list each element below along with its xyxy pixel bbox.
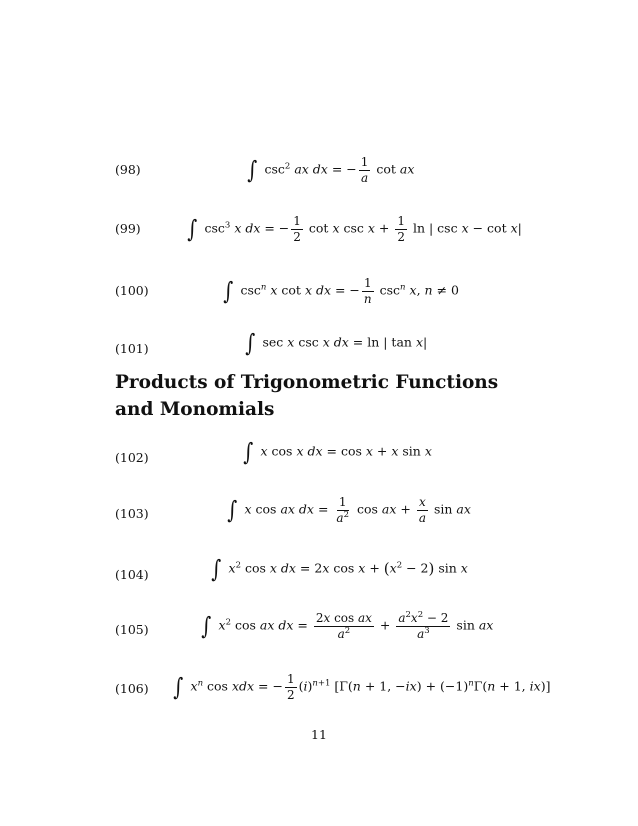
formula: ∫ $\csc^3 x$ dx = − $\frac{1}{2}$ cot x csc x + $\frac{1}{2}$ ln | csc x − cot x| bbox=[187, 214, 522, 244]
equation-number: (98) bbox=[115, 162, 141, 177]
equation-number: (102) bbox=[115, 450, 149, 465]
section-heading: Products of Trigonometric Functions and Monomials bbox=[115, 372, 499, 420]
formula: ∫ $x^2$ cos x dx = 2x $\cos x + (x^2 - 2)$ sin x bbox=[211, 555, 468, 583]
formula: ∫ x cos ax dx = $\frac{1}{a^2}$ cos ax + $\frac{x}{a}$ sin ax bbox=[227, 495, 471, 525]
formula: ∫ $\csc^2$ ax dx = − $\frac{1}{a}$ cot ax bbox=[247, 155, 415, 185]
equation-number: (105) bbox=[115, 622, 149, 637]
equation-number: (101) bbox=[115, 341, 149, 356]
equation-number: (104) bbox=[115, 567, 149, 582]
equation-number: (100) bbox=[115, 283, 149, 298]
formula: ∫ $x^n$ cos xdx = − $\frac{1}{2}$ $(i)^{n+1}$ [Γ(n + 1, $-ix) + (-1)^n\Gamma(n + 1$, ix)] bbox=[173, 672, 551, 702]
equation-number: (99) bbox=[115, 221, 141, 236]
formula: ∫ $\csc^n x$ cot x dx = − $\frac{1}{n}$ $\csc^n x$, n ≠ 0 bbox=[223, 276, 459, 306]
equation-number: (103) bbox=[115, 506, 149, 521]
equation-number: (106) bbox=[115, 681, 149, 696]
formula: ∫ $x^2$ cos ax dx = $\frac{\text{2x cos ax}}{a^2}$ + $\frac{a^2x^2 - 2}{a^3}$ sin ax bbox=[201, 610, 494, 641]
formula: ∫ x cos x dx = cos x + x sin x bbox=[243, 438, 432, 466]
page-number: 11 bbox=[311, 727, 327, 742]
formula: ∫ sec x csc x dx = ln | tan x| bbox=[245, 329, 428, 357]
